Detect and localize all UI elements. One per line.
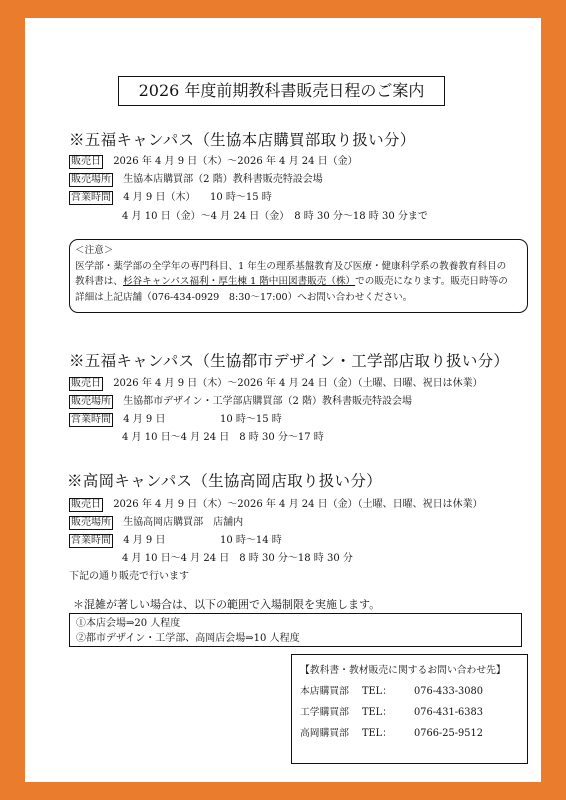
sale-date-value: 2026 年 4 月 9 日（木）～2026 年 4 月 24 日（金）（土曜、日曜、祝日は休業）: [113, 499, 483, 510]
sale-place-value: 生協本店購買部（2 階）教科書販売特設会場: [123, 174, 323, 185]
hours-day: 4 月 9 日（木）: [123, 192, 196, 203]
contact-tel-label: TEL：: [362, 707, 392, 718]
sugitani-store-name: 杉谷キャンパス福利・厚生棟 1 階中田図書販売（株）: [122, 276, 356, 287]
notice-line: [75, 274, 521, 290]
entry-limit-item: ②都市デザイン・工学部、高岡店会場⇒10 人程度: [76, 633, 300, 644]
sale-place-label: 販売場所: [71, 174, 111, 185]
contact-box: [291, 654, 528, 764]
notice-box: [69, 239, 528, 313]
hours-row: [69, 413, 165, 427]
hours-time: 10 時～15 時: [220, 414, 282, 425]
sale-place-row: [69, 173, 323, 187]
hours-label: 営業時間: [71, 414, 111, 425]
hours-second-period: 4 月 10 日～4 月 24 日 8 時 30 分～17 時: [122, 432, 324, 443]
page-title: 2026 年度前期教科書販売日程のご案内: [118, 76, 445, 106]
sale-place-label: 販売場所: [71, 396, 111, 407]
contact-row: [300, 702, 519, 723]
contact-tel-number: 0766-25-9512: [414, 728, 483, 739]
sale-place-value: 生協都市デザイン・工学部店購買部（2 階）教科書販売特設会場: [123, 396, 413, 407]
sale-place-label: 販売場所: [71, 517, 111, 528]
notice-text: 教科書は、: [75, 276, 123, 287]
hours-time: 10 時～15 時: [210, 192, 272, 203]
section-heading-gofuku-main: ※五福キャンパス（生協本店購買部取り扱い分）: [69, 131, 416, 149]
sale-date-label: 販売日: [71, 499, 101, 510]
sale-date-label: 販売日: [71, 378, 101, 389]
contact-row: [300, 723, 519, 744]
contact-tel-label: TEL：: [362, 686, 392, 697]
notice-line: 詳細は上記店舗（076-434-0929 8:30～17:00）へお問い合わせください。: [75, 291, 413, 303]
takaoka-extra-note: 下記の通り販売で行います: [69, 571, 189, 582]
sale-date-row: [69, 155, 358, 169]
hours-row: [69, 191, 195, 205]
contact-store-name: 本店購買部: [300, 686, 349, 697]
contact-tel-number: 076-431-6383: [414, 707, 483, 718]
hours-label: 営業時間: [71, 535, 111, 546]
sale-date-value: 2026 年 4 月 9 日（木）～2026 年 4 月 24 日（金）: [113, 156, 358, 167]
flyer-page: [25, 18, 541, 782]
contact-store-name: 高岡購買部: [300, 728, 349, 739]
hours-second-period: 4 月 10 日～4 月 24 日 8 時 30 分～18 時 30 分: [122, 553, 353, 564]
notice-text: での販売になります。販売日時等の: [355, 276, 508, 287]
sale-date-row: [69, 377, 483, 391]
hours-time: 10 時～14 時: [220, 535, 282, 546]
contact-row: [300, 681, 519, 702]
contact-tel-label: TEL：: [362, 728, 392, 739]
hours-day: 4 月 9 日: [123, 535, 166, 546]
entry-limit-box: [69, 613, 522, 647]
crowd-control-note: ＊混雑が著しい場合は、以下の範囲で入場制限を実施します。: [73, 598, 381, 611]
hours-row: [69, 534, 165, 548]
sale-date-value: 2026 年 4 月 9 日（木）～2026 年 4 月 24 日（金）（土曜、日曜、祝日は休業）: [113, 378, 483, 389]
hours-label: 営業時間: [71, 192, 111, 203]
notice-line: 医学部・薬学部の全学年の専門科目、1 年生の理系基盤教育及び医療・健康科学系の教養教育科目の: [75, 260, 507, 272]
contact-store-name: 工学購買部: [300, 707, 349, 718]
sale-place-row: [69, 395, 412, 409]
contact-header: 【教科書・教材販売に関するお問い合わせ先】: [300, 665, 506, 676]
contact-tel-number: 076-433-3080: [414, 686, 483, 697]
hours-second-period: 4 月 10 日（金）～4 月 24 日（金） 8 時 30 分～18 時 30 分まで: [122, 211, 428, 222]
sale-date-row: [69, 498, 483, 512]
hours-day: 4 月 9 日: [123, 414, 166, 425]
section-heading-gofuku-engineering: ※五福キャンパス（生協都市デザイン・工学部店取り扱い分）: [69, 352, 510, 370]
entry-limit-item: ①本店会場⇒20 人程度: [76, 618, 181, 629]
section-heading-takaoka: ※高岡キャンパス（生協高岡店取り扱い分）: [67, 472, 382, 490]
sale-place-row: [69, 516, 243, 530]
notice-header: ＜注意＞: [75, 245, 114, 256]
sale-date-label: 販売日: [71, 156, 101, 167]
sale-place-value: 生協高岡店購買部 店舗内: [123, 517, 244, 528]
